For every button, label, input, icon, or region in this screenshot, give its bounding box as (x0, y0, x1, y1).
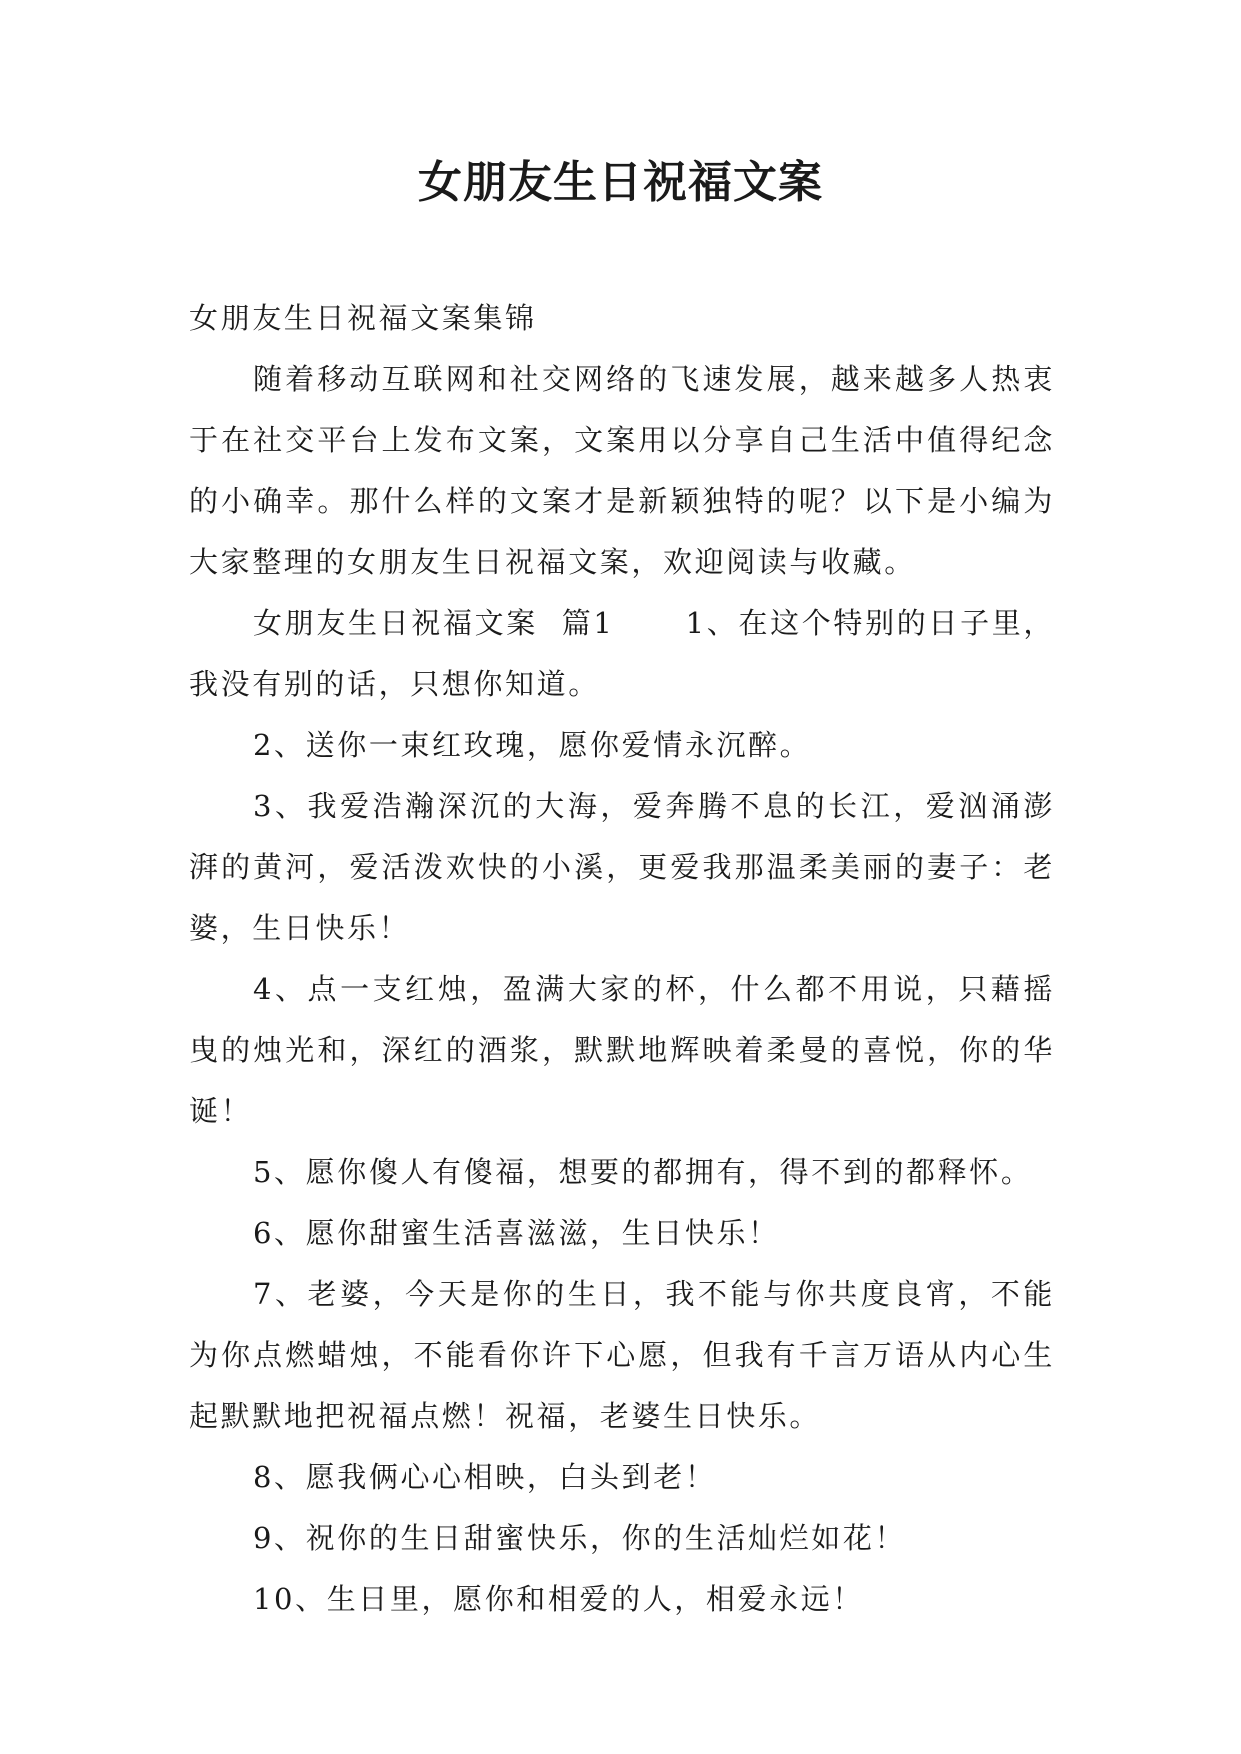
wish-item: 8、愿我俩心心相映，白头到老！ (253, 1460, 717, 1494)
wish-item: 6、愿你甜蜜生活喜滋滋，生日快乐！ (253, 1216, 780, 1250)
wish-item: 9、祝你的生日甜蜜快乐，你的生活灿烂如花！ (253, 1521, 907, 1555)
wish-item: 10、生日里，愿你和相爱的人，相爱永远！ (253, 1582, 864, 1616)
wish-item: 7、老婆，今天是你的生日，我不能与你共度良宵，不能为你点燃蜡烛，不能看你许下心愿，但我有千言万语从内心生起默默地把祝福点燃！祝福，老婆生日快乐。 (189, 1277, 1055, 1433)
subtitle-paragraph: 女朋友生日祝福文案集锦 (189, 301, 537, 335)
intro-paragraph: 随着移动互联网和社交网络的飞速发展，越来越多人热衷于在社交平台上发布文案，文案用以分享自己生活中值得纪念的小确幸。那什么样的文案才是新颖独特的呢？以下是小编为大家整理的女朋友生日祝福文案，欢迎阅读与收藏。 (189, 362, 1055, 579)
document-title: 女朋友生日祝福文案 (418, 157, 823, 208)
section-heading-paragraph: 女朋友生日祝福文案 篇1 1、在这个特别的日子里，我没有别的话，只想你知道。 (189, 606, 1055, 701)
wish-item: 5、愿你傻人有傻福，想要的都拥有，得不到的都释怀。 (253, 1155, 1033, 1189)
wish-item: 4、点一支红烛，盈满大家的杯，什么都不用说，只藉摇曳的烛光和，深红的酒浆，默默地辉映着柔曼的喜悦，你的华诞！ (189, 972, 1055, 1128)
wish-item: 3、我爱浩瀚深沉的大海，爱奔腾不息的长江，爱汹涌澎湃的黄河，爱活泼欢快的小溪，更爱我那温柔美丽的妻子：老婆，生日快乐！ (189, 789, 1055, 945)
document-body (189, 288, 1055, 1630)
wish-item: 2、送你一束红玫瑰，愿你爱情永沉醉。 (253, 728, 812, 762)
